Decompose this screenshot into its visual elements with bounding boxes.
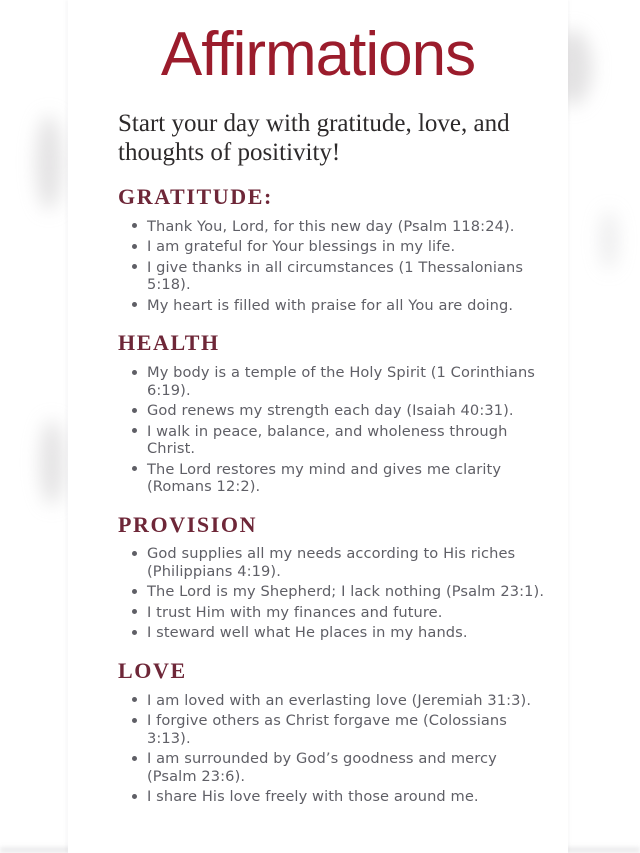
bullet-dot-icon: [132, 264, 137, 269]
list-item-text: The Lord restores my mind and gives me clarity (Romans 12:2).: [147, 460, 502, 495]
bullet-dot-icon: [132, 302, 137, 307]
list-item: [132, 545, 546, 580]
bullet-dot-icon: [132, 630, 137, 635]
list-item: [132, 238, 546, 256]
bullet-dot-icon: [132, 370, 137, 375]
bullet-dot-icon: [132, 244, 137, 249]
page-subtitle: Start your day with gratitude, love, and thoughts of positivity!: [118, 110, 510, 167]
list-item-text: My heart is filled with praise for all You are doing.: [147, 296, 514, 314]
list-item-text: I am grateful for Your blessings in my life.: [147, 238, 456, 256]
list-item: [132, 423, 546, 458]
bullet-list: [118, 218, 546, 315]
list-item: [132, 604, 546, 622]
bullet-dot-icon: [132, 609, 137, 614]
blur-smudge: [600, 210, 618, 270]
list-item: [132, 624, 546, 642]
bullet-list: [118, 692, 546, 806]
affirmation-section: [118, 658, 546, 806]
blur-smudge: [40, 420, 64, 505]
list-item-text: I am surrounded by God’s goodness and mercy (Psalm 23:6).: [147, 750, 497, 785]
sections-container: [118, 184, 546, 806]
list-item-text: I forgive others as Christ forgave me (Colossians 3:13).: [147, 712, 507, 747]
bullet-dot-icon: [132, 589, 137, 594]
affirmation-section: [118, 184, 546, 314]
list-item: [132, 364, 546, 399]
bullet-dot-icon: [132, 756, 137, 761]
list-item: [132, 259, 546, 294]
bullet-dot-icon: [132, 223, 137, 228]
list-item-text: I am loved with an everlasting love (Jeremiah 31:3).: [147, 691, 532, 709]
list-item: [132, 297, 546, 315]
affirmations-card: [68, 0, 568, 853]
list-item: [132, 788, 546, 806]
list-item-text: Thank You, Lord, for this new day (Psalm 118:24).: [147, 217, 515, 235]
list-item-text: I give thanks in all circumstances (1 Thessalonians 5:18).: [147, 258, 524, 294]
bullet-dot-icon: [132, 551, 137, 556]
bullet-list: [118, 364, 546, 496]
list-item-text: I trust Him with my finances and future.: [147, 603, 443, 621]
section-heading: HEALTH: [118, 330, 220, 356]
bullet-dot-icon: [132, 718, 137, 723]
page-title: Affirmations: [160, 20, 476, 89]
card-inner: [68, 109, 568, 806]
list-item-text: I steward well what He places in my hands.: [147, 624, 468, 642]
section-heading: GRATITUDE:: [118, 183, 273, 209]
list-item-text: I share His love freely with those around me.: [147, 788, 479, 806]
list-item: [132, 692, 546, 710]
bullet-list: [118, 545, 546, 642]
bullet-dot-icon: [132, 408, 137, 413]
list-item-text: God supplies all my needs according to His riches (Philippians 4:19).: [147, 545, 516, 580]
section-heading: PROVISION: [118, 511, 258, 537]
bullet-dot-icon: [132, 794, 137, 799]
affirmation-section: [118, 512, 546, 642]
bullet-dot-icon: [132, 697, 137, 702]
list-item: [132, 712, 546, 747]
list-item: [132, 461, 546, 496]
list-item-text: God renews my strength each day (Isaiah 40:31).: [147, 402, 514, 419]
blur-smudge: [36, 115, 62, 210]
bullet-dot-icon: [132, 466, 137, 471]
list-item-text: I walk in peace, balance, and wholeness through Christ.: [147, 422, 508, 457]
bullet-dot-icon: [132, 428, 137, 433]
list-item: [132, 750, 546, 785]
list-item-text: My body is a temple of the Holy Spirit (1 Corinthians 6:19).: [147, 364, 536, 399]
section-heading: LOVE: [118, 657, 187, 683]
affirmation-section: [118, 330, 546, 495]
list-item: [132, 402, 546, 420]
list-item: [132, 218, 546, 236]
list-item: [132, 583, 546, 601]
list-item-text: The Lord is my Shepherd; I lack nothing (Psalm 23:1).: [147, 583, 545, 601]
